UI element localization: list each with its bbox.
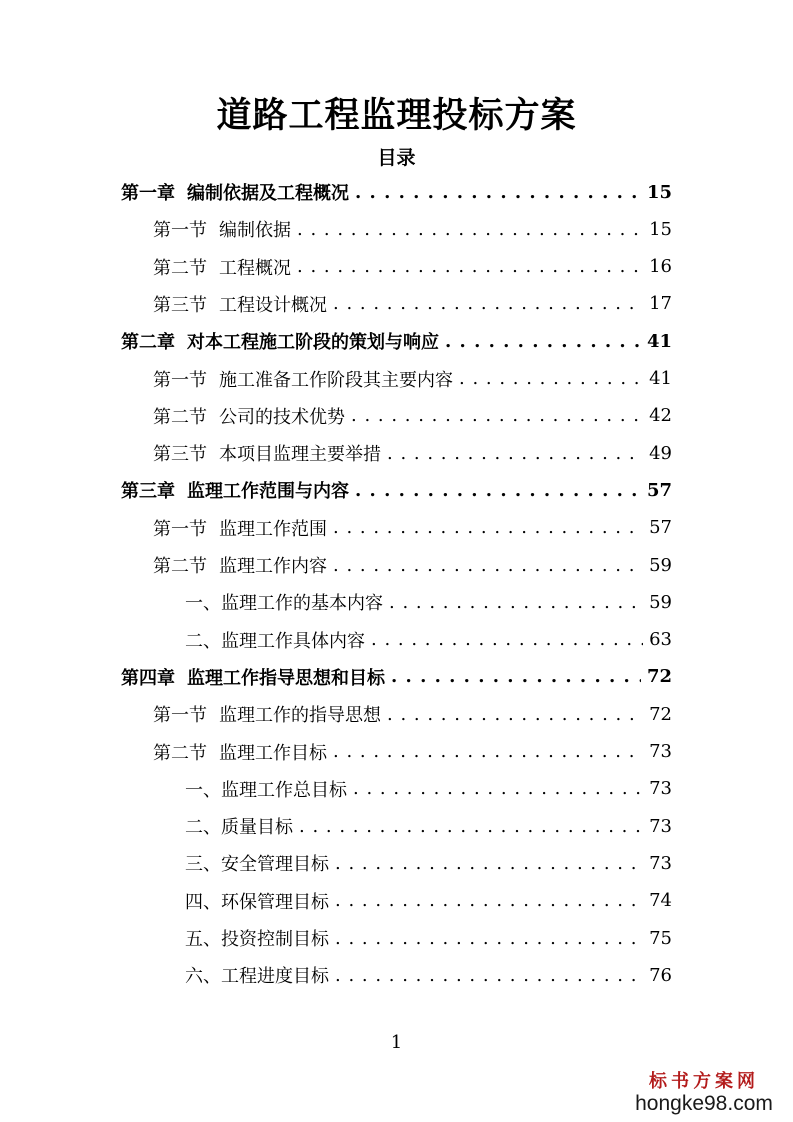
toc-dot-leader xyxy=(351,405,643,426)
toc-dot-leader xyxy=(459,368,643,389)
toc-heading: 目录 xyxy=(377,147,416,169)
toc-entry-title: 监理工作内容 xyxy=(219,556,327,577)
toc-entry[interactable] xyxy=(153,512,672,544)
toc-entry-label: 第四章 xyxy=(121,667,175,689)
toc-entry-text xyxy=(153,515,327,541)
toc-entry-page: 74 xyxy=(649,890,672,912)
toc-entry-text xyxy=(153,440,381,466)
toc-entry-text xyxy=(153,291,327,317)
toc-entry-page: 73 xyxy=(649,741,672,762)
toc-entry-label: 第一章 xyxy=(121,183,175,204)
toc-entry-label: 第三章 xyxy=(121,481,175,503)
toc-entry-text xyxy=(153,701,381,727)
toc-entry-text xyxy=(185,627,365,653)
toc-entry-label: 第二节 xyxy=(153,406,207,428)
toc-entry-text xyxy=(185,589,383,615)
toc-entry-title: 施工准备工作阶段其主要内容 xyxy=(219,369,453,391)
toc-entry[interactable] xyxy=(153,549,672,581)
toc-entry-title: 本项目监理主要举措 xyxy=(219,444,381,466)
toc-entry-page: 73 xyxy=(649,815,672,837)
toc-entry-label: 第一节 xyxy=(153,220,207,242)
toc-entry-text xyxy=(185,888,329,914)
toc-dot-leader xyxy=(389,592,643,613)
toc-entry[interactable] xyxy=(185,586,672,618)
toc-entry-text xyxy=(153,403,345,429)
toc-entry-page: 72 xyxy=(646,666,672,688)
toc-entry[interactable] xyxy=(121,661,672,693)
toc-entry-title: 一、监理工作的基本内容 xyxy=(185,593,383,615)
watermark-brand: 标书方案网 xyxy=(649,1071,759,1091)
toc-entry-title: 编制依据及工程概况 xyxy=(187,183,349,204)
toc-entry[interactable] xyxy=(185,959,672,991)
toc-entry-title: 工程概况 xyxy=(219,257,291,279)
toc-dot-leader xyxy=(371,629,643,650)
toc-dot-leader xyxy=(333,517,643,538)
toc-entry-page: 59 xyxy=(649,591,672,613)
toc-entry-title: 三、安全管理目标 xyxy=(185,854,329,876)
toc-entry[interactable] xyxy=(185,624,672,656)
toc-entry[interactable] xyxy=(121,325,672,357)
toc-entry-title: 对本工程施工阶段的策划与响应 xyxy=(187,332,439,354)
toc-entry-text xyxy=(153,254,291,280)
toc-entry-title: 监理工作范围与内容 xyxy=(187,481,349,503)
toc-entry-title: 监理工作指导思想和目标 xyxy=(187,667,385,689)
toc-dot-leader xyxy=(445,331,641,352)
toc-entry-label: 第二节 xyxy=(153,556,207,577)
toc-entry-title: 二、质量目标 xyxy=(185,817,293,839)
toc-entry-text xyxy=(185,850,329,876)
toc-dot-leader xyxy=(333,555,643,576)
toc-dot-leader xyxy=(355,480,641,501)
toc-dot-leader xyxy=(333,741,643,762)
toc-entry-page: 75 xyxy=(649,927,672,949)
toc-entry[interactable] xyxy=(153,437,672,469)
toc-entry[interactable] xyxy=(185,885,672,917)
toc-entry-text xyxy=(153,552,327,578)
toc-entry-label: 第三节 xyxy=(153,444,207,466)
toc-dot-leader xyxy=(335,853,643,874)
watermark-domain: hongke98.com xyxy=(635,1092,773,1115)
toc-entry[interactable] xyxy=(185,810,672,842)
toc-entry-title: 五、投资控制目标 xyxy=(185,929,329,950)
toc-entry-page: 76 xyxy=(649,964,672,986)
toc-entry-text xyxy=(121,664,385,690)
toc-entry-page: 41 xyxy=(646,330,672,352)
toc-entry-title: 一、监理工作总目标 xyxy=(185,779,347,801)
toc-entry[interactable] xyxy=(121,176,672,208)
toc-dot-leader xyxy=(299,816,643,837)
toc-entry-title: 监理工作的指导思想 xyxy=(219,705,381,727)
toc-entry-title: 监理工作目标 xyxy=(219,742,327,764)
toc-entry-title: 六、工程进度目标 xyxy=(185,966,329,988)
toc-entry-text xyxy=(153,366,453,392)
toc-entry-title: 二、监理工作具体内容 xyxy=(185,630,365,652)
toc-entry-page: 63 xyxy=(649,629,672,651)
toc-entry[interactable] xyxy=(153,251,672,283)
toc-dot-leader xyxy=(387,704,643,725)
toc-entry[interactable] xyxy=(153,400,672,432)
toc-entry-text xyxy=(121,477,349,503)
toc-entry-text xyxy=(185,776,347,802)
toc-entry[interactable] xyxy=(153,213,672,245)
toc-entry[interactable] xyxy=(185,773,672,805)
toc-entry[interactable] xyxy=(185,847,672,879)
toc-entry-text xyxy=(121,328,439,354)
toc-entry-page: 42 xyxy=(649,405,672,427)
toc-entry-title: 编制依据 xyxy=(219,220,291,242)
toc-dot-leader xyxy=(353,778,643,799)
toc-entry-page: 41 xyxy=(649,368,672,389)
toc-entry[interactable] xyxy=(121,474,672,506)
watermark-logo xyxy=(629,1070,779,1116)
toc-entry-page: 59 xyxy=(649,554,672,576)
toc-entry-page: 72 xyxy=(649,703,672,725)
toc-entry[interactable] xyxy=(153,288,672,320)
toc-dot-leader xyxy=(297,256,643,277)
toc-entry-page: 57 xyxy=(649,517,672,539)
toc-entry-label: 第一节 xyxy=(153,369,207,391)
toc-entry-title: 监理工作范围 xyxy=(219,518,327,540)
toc-entry-label: 第三节 xyxy=(153,294,207,316)
toc-entry-text xyxy=(185,813,293,839)
toc-dot-leader xyxy=(391,666,641,687)
toc-dot-leader xyxy=(335,890,643,911)
toc-entry-title: 公司的技术优势 xyxy=(219,406,345,428)
toc-dot-leader xyxy=(387,443,643,464)
toc-dot-leader xyxy=(355,182,641,203)
toc-entry-page: 73 xyxy=(649,852,672,874)
page-number: 1 xyxy=(390,1032,403,1053)
toc-dot-leader xyxy=(297,219,643,240)
toc-entry[interactable] xyxy=(153,363,672,395)
toc-entry-page: 49 xyxy=(649,442,672,464)
document-title: 道路工程监理投标方案 xyxy=(216,95,577,136)
toc-entry-page: 15 xyxy=(649,218,672,240)
toc-entry-label: 第二章 xyxy=(121,332,175,354)
toc-entry-title: 四、环保管理目标 xyxy=(185,891,329,913)
toc-entry[interactable] xyxy=(185,922,672,954)
toc-entry-page: 17 xyxy=(649,293,672,315)
toc-entry-text xyxy=(121,179,349,205)
toc-entry-label: 第一节 xyxy=(153,518,207,540)
toc-dot-leader xyxy=(335,928,643,949)
toc-entry-page: 16 xyxy=(649,256,672,278)
toc-dot-leader xyxy=(335,965,643,986)
toc-entry-text xyxy=(185,962,329,988)
toc-entry-label: 第二节 xyxy=(153,257,207,279)
toc-entry-text xyxy=(153,739,327,765)
toc-entry-page: 15 xyxy=(646,181,672,203)
toc-entry-title: 工程设计概况 xyxy=(219,294,327,316)
toc-entry[interactable] xyxy=(153,698,672,730)
toc-entry-text xyxy=(153,216,291,242)
toc-dot-leader xyxy=(333,293,643,314)
toc-entry[interactable] xyxy=(153,736,672,768)
toc-entry-page: 57 xyxy=(646,479,672,501)
toc-entry-text xyxy=(185,925,329,951)
toc-entry-label: 第二节 xyxy=(153,742,207,764)
toc-entry-label: 第一节 xyxy=(153,705,207,727)
toc-entry-page: 73 xyxy=(649,778,672,800)
